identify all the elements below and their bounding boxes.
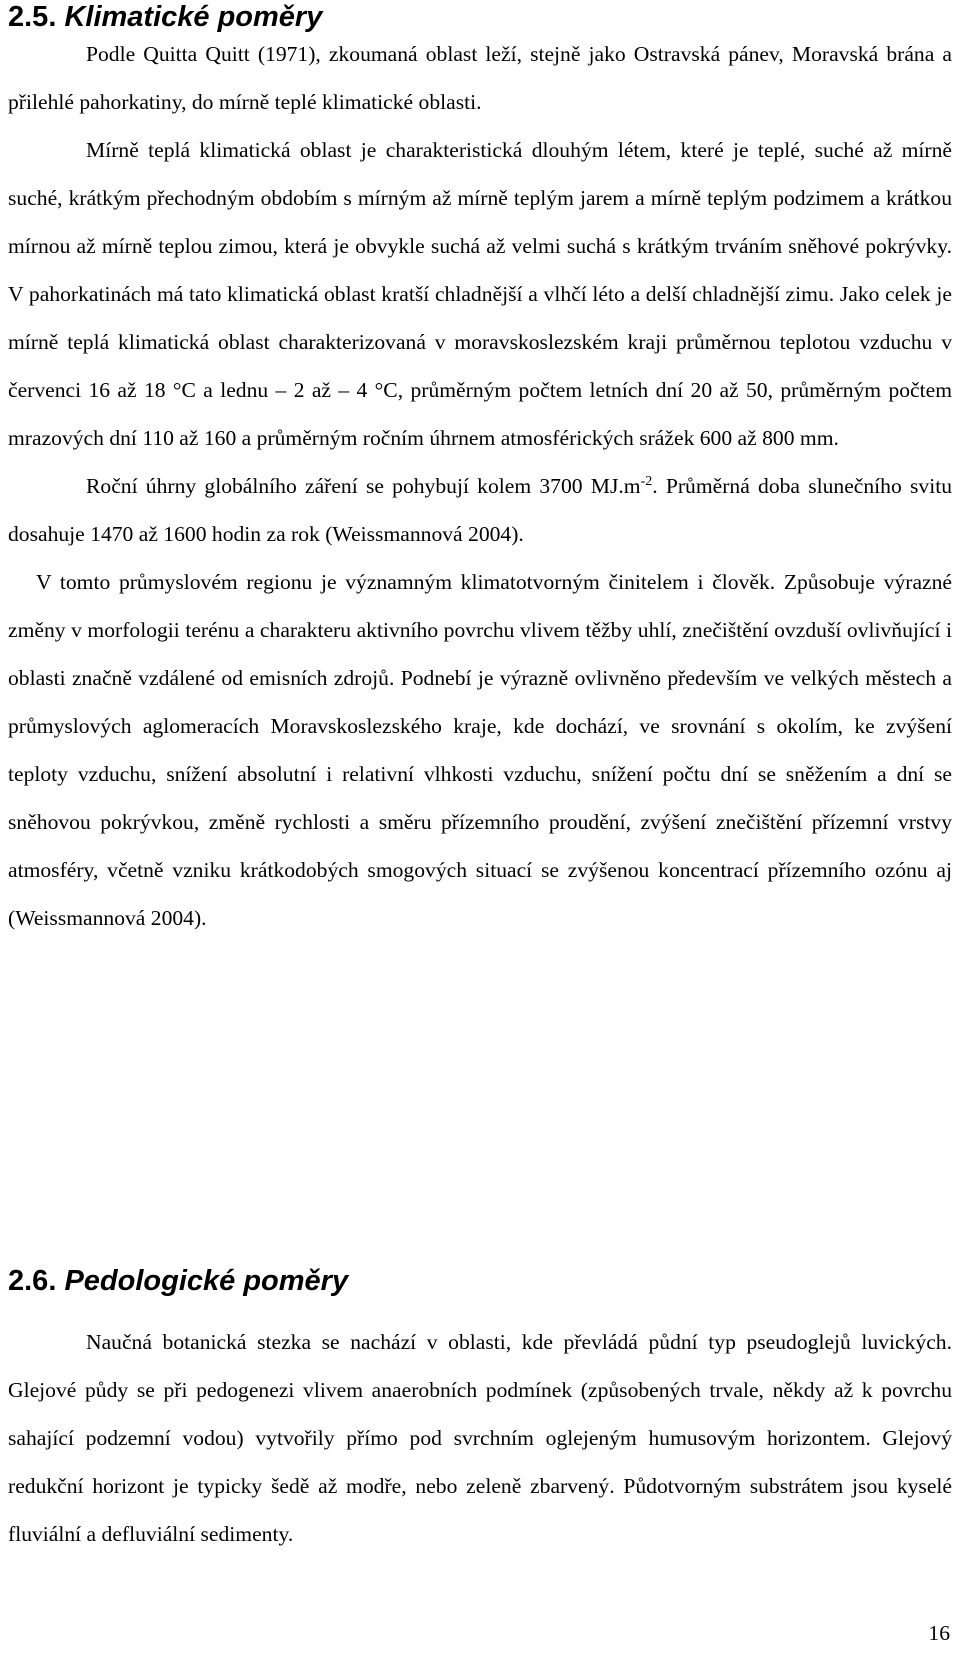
section-heading-pedology — [8, 1264, 348, 1298]
section-heading-climate — [8, 0, 322, 34]
section-number: 2.5. — [8, 1, 57, 33]
paragraph-text: Roční úhrny globálního záření se pohybují kolem 3700 MJ.m — [86, 474, 641, 498]
page-number: 16 — [928, 1621, 950, 1645]
section-title: Klimatické poměry — [64, 1, 323, 33]
paragraph — [8, 462, 952, 558]
paragraph: Podle Quitta Quitt (1971), zkoumaná oblast leží, stejně jako Ostravská pánev, Moravská brána a přilehlé pahorkatiny, do mírně teplé klimatické oblasti. — [8, 42, 952, 114]
section-body-climate — [8, 30, 952, 942]
paragraph-text: . Průměrná doba slunečního svitu dosahuje 1470 až 1600 hodin za rok (Weissmannová 2004). — [8, 474, 952, 546]
paragraph: Naučná botanická stezka se nachází v oblasti, kde převládá půdní typ pseudoglejů luvických. Glejové půdy se při pedogenezi vlivem anaerobních podmínek (způsobených trvale, někdy až k povrchu sahající podzemní vodou) vytvořily přímo pod svrchním oglejeným humusovým horizontem. Glejový redukční horizont je typicky šedě až modře, nebo zeleně zbarvený. Půdotvorným substrátem jsou kyselé fluviální a defluviální sedimenty. — [8, 1330, 952, 1546]
paragraph: Mírně teplá klimatická oblast je charakteristická dlouhým létem, které je teplé, suché až mírně suché, krátkým přechodným obdobím s mírným až mírně teplým jarem a mírně teplým podzimem a krátkou mírnou až mírně teplou zimou, která je obvykle suchá až velmi suchá s krátkým trváním sněhové pokrývky. V pahorkatinách má tato klimatická oblast kratší chladnější a vlhčí léto a delší chladnější zimu. Jako celek je mírně teplá klimatická oblast charakterizovaná v moravskoslezském kraji průměrnou teplotou vzduchu v červenci 16 až 18 °C a lednu – 2 až – 4 °C, průměrným počtem letních dní 20 až 50, průměrným počtem mrazových dní 110 až 160 a průměrným ročním úhrnem atmosférických srážek 600 až 800 mm. — [8, 138, 952, 450]
section-body-pedology — [8, 1318, 952, 1558]
superscript: -2 — [640, 473, 653, 489]
paragraph: V tomto průmyslovém regionu je významným klimatotvorným činitelem i člověk. Způsobuje výrazné změny v morfologii terénu a charakteru aktivního povrchu vlivem těžby uhlí, znečištění ovzduší ovlivňující i oblasti značně vzdálené od emisních zdrojů. Podnebí je výrazně ovlivněno především ve velkých městech a průmyslových aglomeracích Moravskoslezského kraje, kde dochází, ve srovnání s okolím, ke zvýšení teploty vzduchu, snížení absolutní i relativní vlhkosti vzduchu, snížení počtu dní se sněžením a dní se sněhovou pokrývkou, změně rychlosti a směru přízemního proudění, zvýšení znečištění přízemní vrstvy atmosféry, včetně vzniku krátkodobých smogových situací se zvýšenou koncentrací přízemního ozónu aj (Weissmannová 2004). — [8, 570, 952, 930]
section-number: 2.6. — [8, 1265, 57, 1297]
section-title: Pedologické poměry — [64, 1265, 349, 1297]
